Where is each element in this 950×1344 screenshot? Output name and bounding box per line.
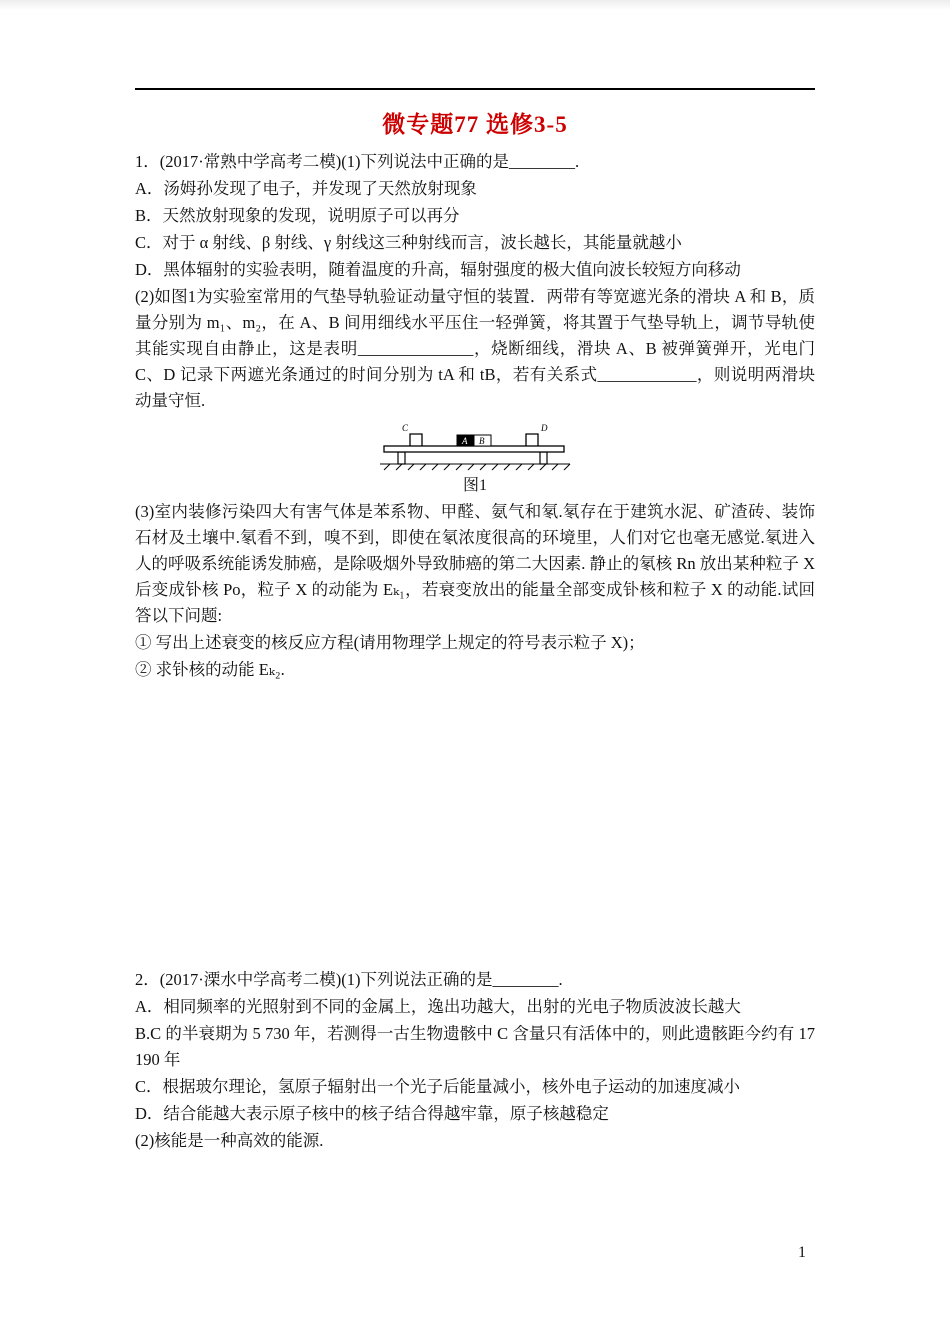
air-track-beam bbox=[384, 446, 564, 452]
ground-hatching bbox=[380, 464, 570, 470]
q1-option-b: B．天然放射现象的发现，说明原子可以再分 bbox=[135, 206, 460, 225]
figure-1 bbox=[370, 420, 580, 498]
air-track-diagram bbox=[378, 420, 573, 472]
q1-sub2: ② 求钋核的动能 Eₖ₂. bbox=[135, 660, 285, 679]
label-c: C bbox=[401, 423, 408, 433]
q1-option-d: D．黑体辐射的实验表明，随着温度的升高，辐射强度的极大值向波长较短方向移动 bbox=[135, 260, 741, 279]
track-leg-left bbox=[398, 452, 405, 464]
q1-part3: (3)室内装修污染四大有害气体是苯系物、甲醛、氨气和氡.氡存在于建筑水泥、矿渣砖、装饰石材及土壤中.氡看不到，嗅不到，即使在氡浓度很高的环境里，人们对它也毫无感觉.氡进入人的呼吸系统能诱发肺癌，是除吸烟外导致肺癌的第二大因素. 静止的氡核 Rn 放出某种粒子 X 后变成钋核 Po，粒子 X 的动能为 Eₖ₁，若衰变放出的能量全部变成钋核和粒子 X 的动能.试回答以下问题: bbox=[135, 502, 815, 625]
q2-stem: 2．(2017·溧水中学高考二模)(1)下列说法正确的是________. bbox=[135, 970, 563, 989]
q1-part2: (2)如图1为实验室常用的气垫导轨验证动量守恒的装置．两带有等宽遮光条的滑块 A 和 B，质量分别为 m₁、m₂，在 A、B 间用细线水平压住一轻弹簧，将其置于气垫导轨上，调节导轨使其能实现自由静止，这是表明______________，烧断细线，滑块 A、B 被弹簧弹开，光电门 C、D 记录下两遮光条通过的时间分别为 tA 和 tB，若有关系式____________，则说明两滑块动量守恒. bbox=[135, 287, 815, 410]
q2-part2: (2)核能是一种高效的能源. bbox=[135, 1131, 324, 1150]
photogate-c bbox=[410, 434, 422, 446]
track-leg-right bbox=[540, 452, 547, 464]
page-title: 微专题77 选修3-5 bbox=[382, 112, 568, 137]
q2-option-c: C．根据玻尔理论，氢原子辐射出一个光子后能量减小，核外电子运动的加速度减小 bbox=[135, 1077, 741, 1096]
q2-option-a: A．相同频率的光照射到不同的金属上，逸出功越大，出射的光电子物质波波长越大 bbox=[135, 997, 741, 1016]
page-number: 1 bbox=[798, 1244, 806, 1261]
document-content bbox=[135, 0, 815, 1154]
label-b: B bbox=[478, 436, 484, 446]
photogate-d bbox=[526, 434, 538, 446]
q1-sub1: ① 写出上述衰变的核反应方程(请用物理学上规定的符号表示粒子 X)； bbox=[135, 633, 645, 652]
question-2 bbox=[135, 967, 815, 1154]
q1-stem: 1．(2017·常熟中学高考二模)(1)下列说法中正确的是________. bbox=[135, 152, 580, 171]
q2-option-b: B.C 的半衰期为 5 730 年，若测得一古生物遗骸中 C 含量只有活体中的，则此遗骸距今约有 17 190 年 bbox=[135, 1024, 815, 1069]
q1-option-a: A．汤姆孙发现了电子，并发现了天然放射现象 bbox=[135, 179, 477, 198]
label-a: A bbox=[461, 436, 467, 446]
figure-1-caption: 图1 bbox=[462, 477, 487, 494]
label-d: D bbox=[540, 423, 547, 433]
q2-option-d: D．结合能越大表示原子核中的核子结合得越牢靠，原子核越稳定 bbox=[135, 1104, 609, 1123]
header-rule bbox=[135, 88, 815, 90]
q1-option-c: C．对于 α 射线、β 射线、γ 射线这三种射线而言，波长越长，其能量就越小 bbox=[135, 233, 682, 252]
